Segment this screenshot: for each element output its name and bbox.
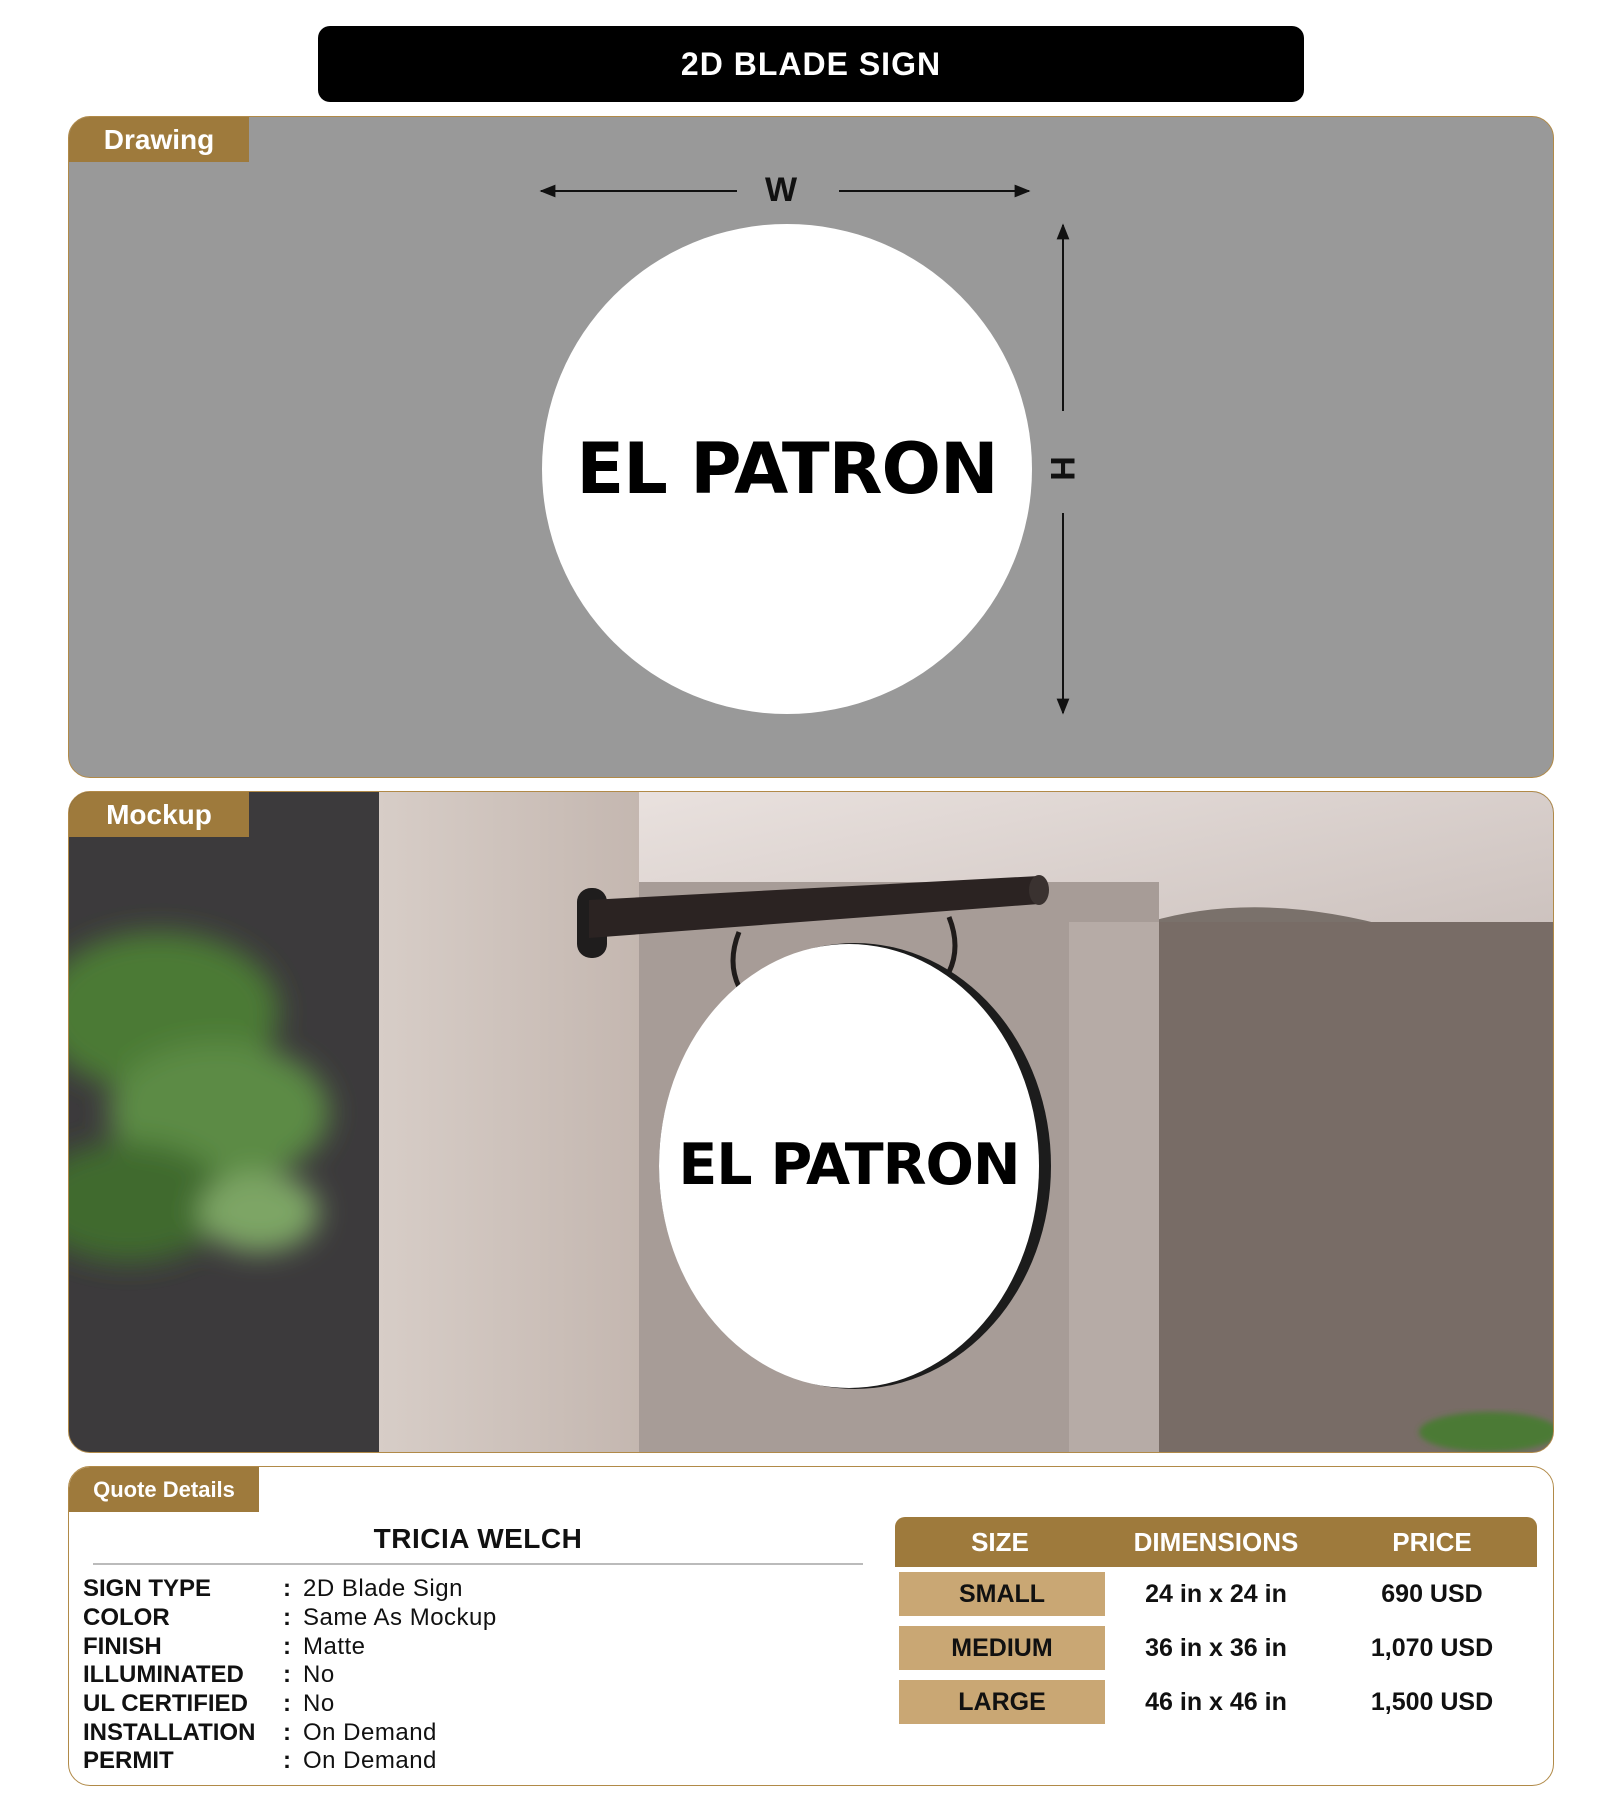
spec-label: INSTALLATION (83, 1718, 256, 1746)
customer-divider (93, 1563, 863, 1565)
spec-colon: : (283, 1690, 291, 1718)
quote-panel (68, 1466, 1554, 1786)
spec-colon: : (283, 1604, 291, 1632)
spec-label: UL CERTIFIED (83, 1690, 248, 1718)
mockup-panel (68, 791, 1554, 1453)
mockup-scene (69, 792, 1554, 1453)
spec-colon: : (283, 1575, 291, 1603)
drawing-tab-label: Drawing (69, 117, 249, 162)
spec-row-finish (83, 1632, 497, 1661)
spec-colon: : (283, 1718, 291, 1746)
drawing-sign-text: EL PATRON (576, 428, 998, 510)
width-label: W (765, 171, 798, 209)
header-size: SIZE (971, 1526, 1029, 1557)
price-row-large (895, 1675, 1537, 1729)
drawing-panel (68, 116, 1554, 778)
size-cell: LARGE (899, 1680, 1105, 1724)
mockup-sign-text: EL PATRON (678, 1132, 1020, 1198)
spec-value: Same As Mockup (303, 1604, 497, 1632)
spec-value: 2D Blade Sign (303, 1575, 463, 1603)
spec-row-permit (83, 1747, 497, 1776)
price-cell: 1,070 USD (1370, 1633, 1494, 1662)
spec-row-sign-type (83, 1575, 497, 1604)
spec-colon: : (283, 1632, 291, 1660)
mockup-tab-label: Mockup (69, 792, 249, 837)
price-row-medium (895, 1621, 1537, 1675)
spec-label: ILLUMINATED (83, 1661, 244, 1689)
spec-list (83, 1575, 497, 1776)
spec-value: Matte (303, 1632, 366, 1660)
height-label: H (1042, 456, 1081, 481)
size-cell: SMALL (899, 1572, 1105, 1616)
spec-colon: : (283, 1747, 291, 1775)
spec-label: PERMIT (83, 1747, 174, 1775)
header-dimensions: DIMENSIONS (1133, 1526, 1299, 1557)
spec-value: On Demand (303, 1718, 437, 1746)
spec-label: COLOR (83, 1604, 170, 1632)
spec-row-color (83, 1604, 497, 1633)
header-price: PRICE (1392, 1526, 1472, 1557)
page-title: 2D BLADE SIGN (318, 26, 1304, 102)
dimensions-cell: 36 in x 36 in (1145, 1633, 1287, 1662)
spec-value: No (303, 1661, 335, 1689)
size-cell: MEDIUM (899, 1626, 1105, 1670)
spec-label: FINISH (83, 1632, 162, 1660)
spec-value: On Demand (303, 1747, 437, 1775)
price-table (895, 1517, 1537, 1729)
spec-row-ul-certified (83, 1690, 497, 1719)
price-cell: 1,500 USD (1370, 1687, 1494, 1716)
spec-colon: : (283, 1661, 291, 1689)
spec-row-illuminated (83, 1661, 497, 1690)
price-table-header (895, 1517, 1537, 1567)
customer-name: TRICIA WELCH (373, 1523, 583, 1554)
quote-tab-label: Quote Details (69, 1467, 259, 1512)
price-cell: 690 USD (1381, 1579, 1483, 1608)
price-row-small (895, 1567, 1537, 1621)
spec-value: No (303, 1690, 335, 1718)
dimensions-cell: 46 in x 46 in (1145, 1687, 1287, 1716)
dimensions-cell: 24 in x 24 in (1145, 1579, 1287, 1608)
spec-label: SIGN TYPE (83, 1575, 212, 1603)
spec-row-installation (83, 1718, 497, 1747)
